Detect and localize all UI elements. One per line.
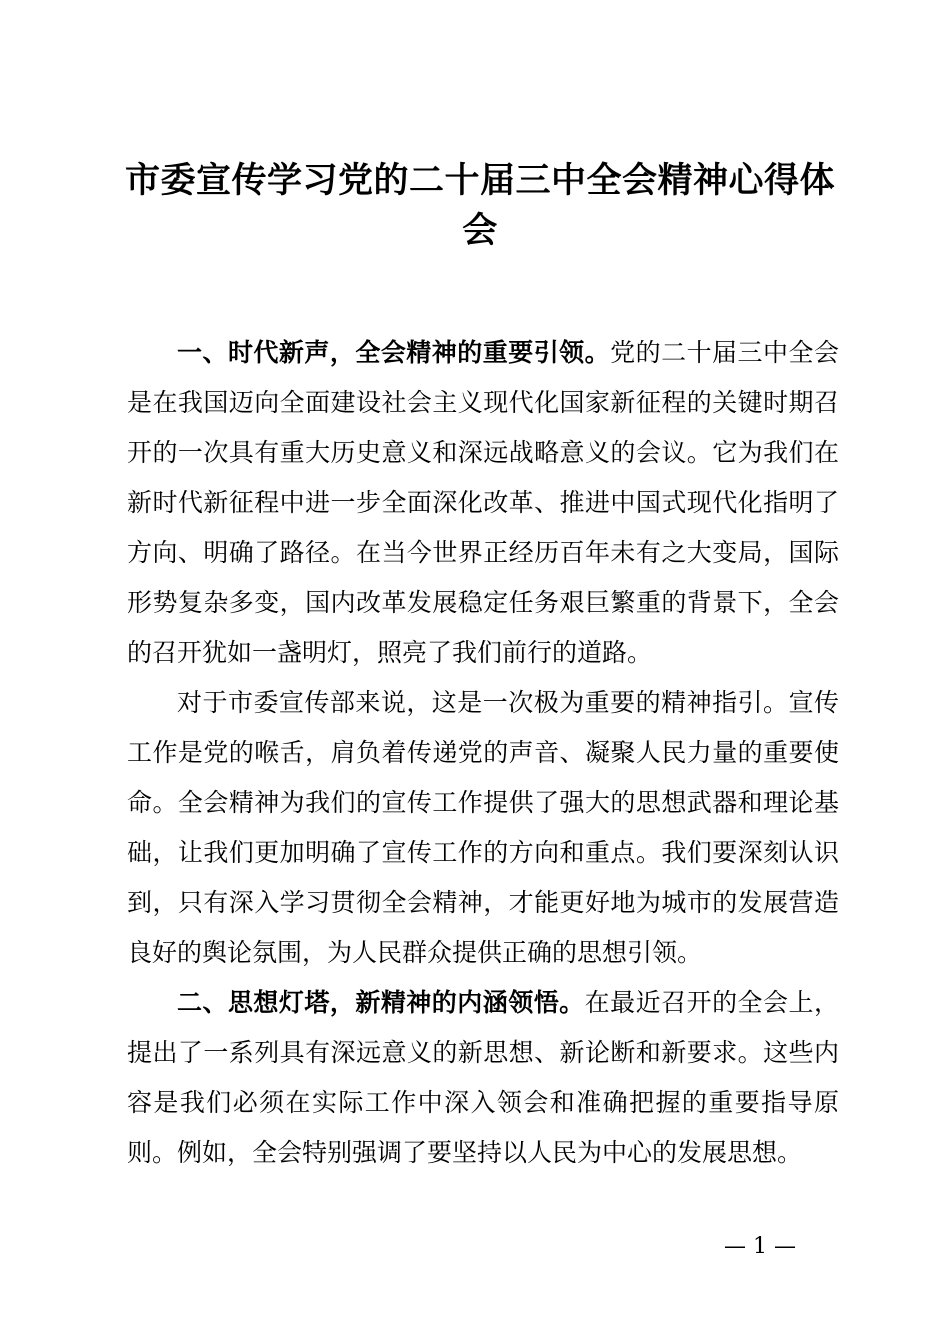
document-title: 市委宣传学习党的二十届三中全会精神心得体会 (124, 161, 835, 251)
page-number: — 1 — (724, 1234, 796, 1259)
paragraph-1 (127, 328, 839, 678)
paragraph-2-text: 对于市委宣传部来说，这是一次极为重要的精神指引。宣传工作是党的喉舌，肩负着传递党的声音、凝聚人民力量的重要使命。全会精神为我们的宣传工作提供了强大的思想武器和理论基础，让我们更加明确了宣传工作的方向和重点。我们要深刻认识到，只有深入学习贯彻全会精神，才能更好地为城市的发展营造良好的舆论氛围，为人民群众提供正确的思想引领。 (127, 688, 839, 967)
paragraph-3 (127, 978, 839, 1178)
section-heading-1: 一、时代新声，全会精神的重要引领。 (177, 338, 611, 367)
document-body (127, 328, 839, 1178)
paragraph-2 (127, 678, 839, 978)
section-heading-2: 二、思想灯塔，新精神的内涵领悟。 (177, 988, 585, 1017)
paragraph-3-text: 在最近召开的全会上，提出了一系列具有深远意义的新思想、新论断和新要求。这些内容是我们必须在实际工作中深入领会和准确把握的重要指导原则。例如，全会特别强调了要坚持以人民为中心的发展思想。 (127, 988, 839, 1167)
paragraph-1-text: 党的二十届三中全会是在我国迈向全面建设社会主义现代化国家新征程的关键时期召开的一次具有重大历史意义和深远战略意义的会议。它为我们在新时代新征程中进一步全面深化改革、推进中国式现代化指明了方向、明确了路径。在当今世界正经历百年未有之大变局，国际形势复杂多变，国内改革发展稳定任务艰巨繁重的背景下，全会的召开犹如一盏明灯，照亮了我们前行的道路。 (127, 338, 839, 667)
